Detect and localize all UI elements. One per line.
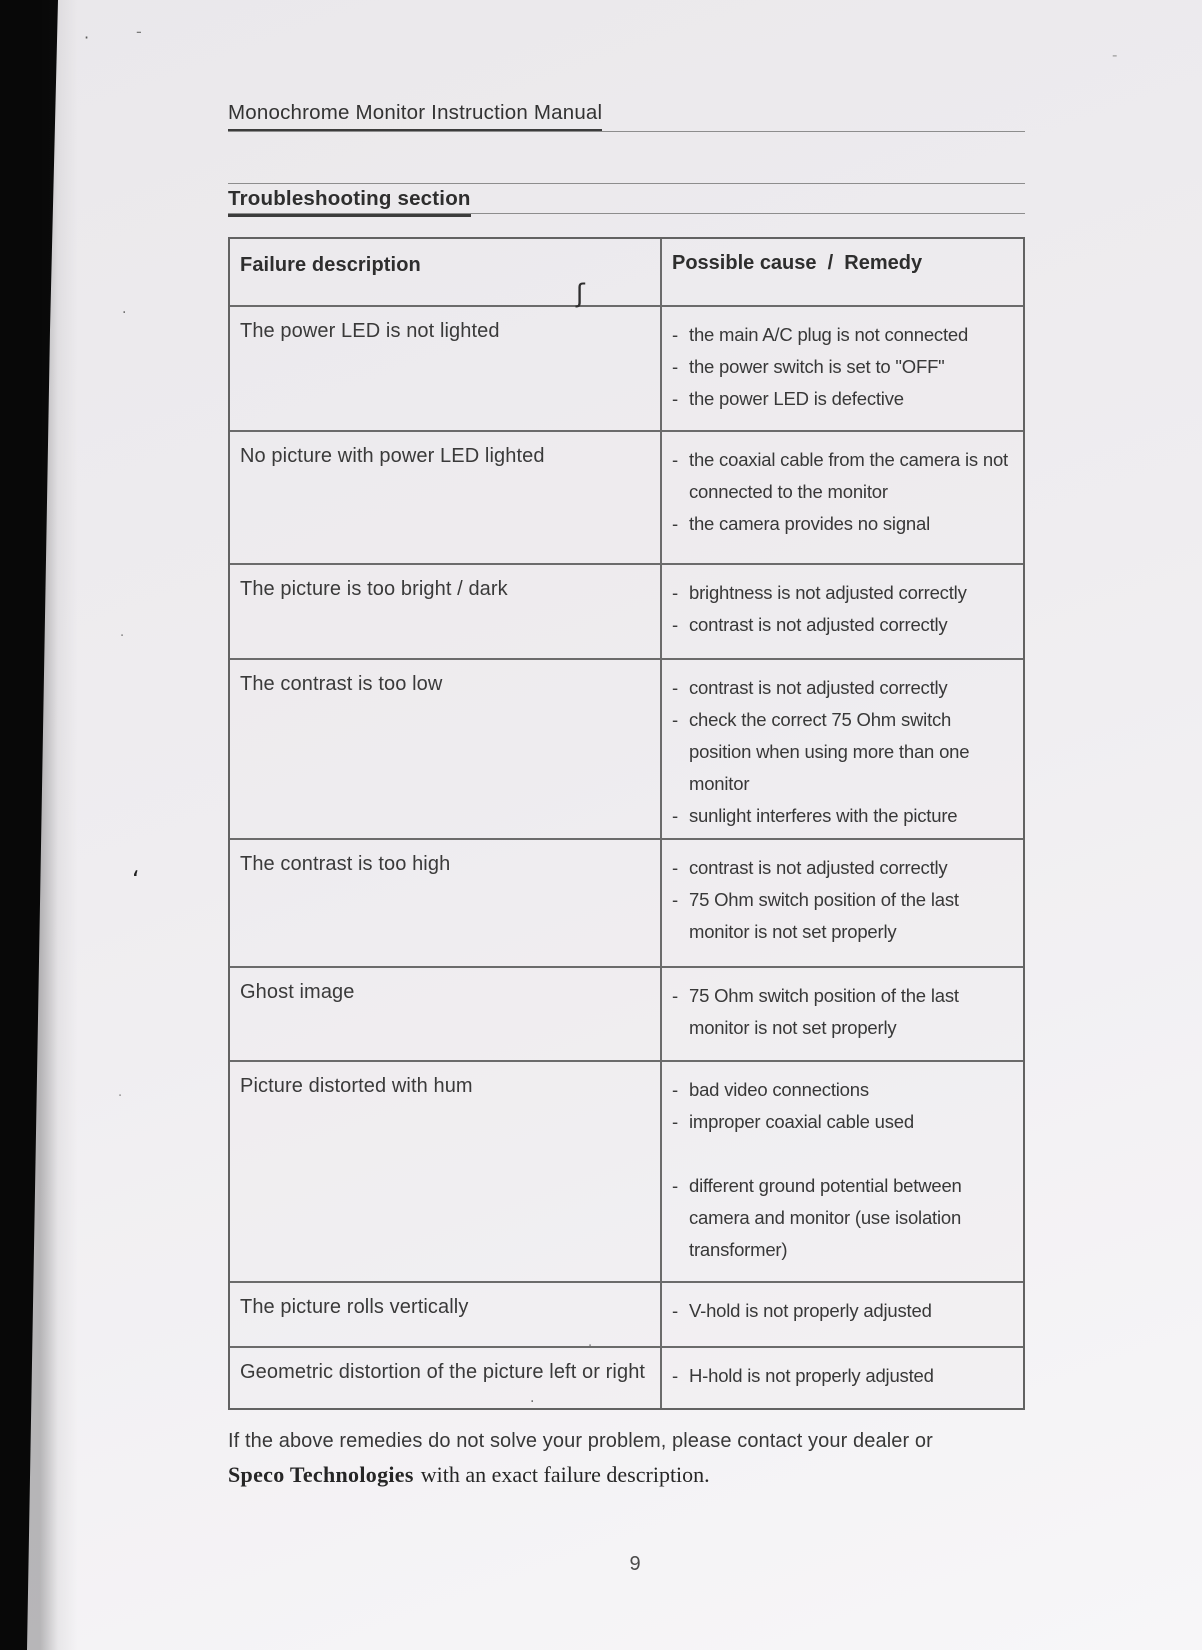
remedy-text: 75 Ohm switch position of the last monitor is not set properly xyxy=(689,985,959,1038)
bullet-dash: - xyxy=(672,449,679,470)
remedy-item xyxy=(672,1106,1017,1138)
troubleshooting-table xyxy=(228,237,1025,1410)
scan-speck: ʻ xyxy=(132,866,140,894)
bullet-dash: - xyxy=(672,1079,679,1100)
remedy-gap xyxy=(672,1138,1017,1170)
table-row xyxy=(230,563,1023,658)
bullet-dash: - xyxy=(672,388,679,409)
scan-speck: · xyxy=(120,629,125,644)
section-title: Troubleshooting section xyxy=(228,187,471,217)
remedy-item xyxy=(672,704,1017,800)
remedy-text: sunlight interferes with the picture xyxy=(689,805,958,826)
table-row xyxy=(230,966,1023,1060)
failure-cell: The power LED is not lighted xyxy=(230,307,662,430)
remedy-item xyxy=(672,383,1017,415)
failure-cell: The contrast is too high xyxy=(230,840,662,966)
remedy-item xyxy=(672,609,1017,641)
remedy-text: improper coaxial cable used xyxy=(689,1111,914,1132)
bullet-dash: - xyxy=(672,985,679,1006)
remedy-item xyxy=(672,980,1017,1044)
remedy-cell xyxy=(662,432,1023,563)
column-header-failure: Failure description xyxy=(230,239,662,305)
table-row xyxy=(230,838,1023,966)
scan-edge-band xyxy=(0,0,60,1650)
remedy-text: the power switch is set to "OFF" xyxy=(689,356,945,377)
remedy-cell xyxy=(662,1283,1023,1346)
remedy-text: the camera provides no signal xyxy=(689,513,931,534)
table-row xyxy=(230,658,1023,838)
failure-cell: No picture with power LED lighted xyxy=(230,432,662,563)
failure-cell: The picture is too bright / dark xyxy=(230,565,662,658)
remedy-item xyxy=(672,1295,1017,1327)
remedy-cell xyxy=(662,565,1023,658)
remedy-text: brightness is not adjusted correctly xyxy=(689,582,967,603)
table-row xyxy=(230,430,1023,563)
table-header-row xyxy=(230,239,1023,309)
remedy-text: 75 Ohm switch position of the last monitor is not set properly xyxy=(689,889,959,942)
remedy-cell xyxy=(662,307,1023,430)
remedy-text: check the correct 75 Ohm switch position when using more than one monitor xyxy=(689,709,970,794)
footer-brand-line xyxy=(228,1462,1028,1488)
remedy-text: contrast is not adjusted correctly xyxy=(689,857,948,878)
remedy-item xyxy=(672,852,1017,884)
remedy-text: the coaxial cable from the camera is not connected to the monitor xyxy=(689,449,1008,502)
remedy-text: the main A/C plug is not connected xyxy=(689,324,969,345)
bullet-dash: - xyxy=(672,1175,679,1196)
remedy-text: H-hold is not properly adjusted xyxy=(689,1365,934,1386)
remedy-cell xyxy=(662,1062,1023,1281)
table-row xyxy=(230,305,1023,430)
scan-speck: - xyxy=(136,22,142,41)
scan-speck: - xyxy=(1112,46,1118,64)
bullet-dash: - xyxy=(672,857,679,878)
table-row xyxy=(230,1060,1023,1281)
header-rule xyxy=(228,131,1025,132)
bullet-dash: - xyxy=(672,889,679,910)
table-body xyxy=(230,305,1023,1408)
footer-note: If the above remedies do not solve your problem, please contact your dealer or xyxy=(228,1430,933,1452)
remedy-item xyxy=(672,800,1017,832)
section-rule-bottom xyxy=(228,213,1025,214)
remedy-item xyxy=(672,351,1017,383)
bullet-dash: - xyxy=(672,513,679,534)
section-rule-top xyxy=(228,183,1025,184)
table-row xyxy=(230,1346,1023,1408)
remedy-item xyxy=(672,1360,1017,1392)
scan-speck: · xyxy=(588,1339,593,1354)
failure-cell: Picture distorted with hum xyxy=(230,1062,662,1281)
remedy-text: V-hold is not properly adjusted xyxy=(689,1300,932,1321)
bullet-dash: - xyxy=(672,582,679,603)
remedy-text: the power LED is defective xyxy=(689,388,904,409)
failure-cell: Ghost image xyxy=(230,968,662,1060)
bullet-dash: - xyxy=(672,677,679,698)
table-row xyxy=(230,1281,1023,1346)
remedy-item xyxy=(672,1170,1017,1266)
remedy-text: contrast is not adjusted correctly xyxy=(689,677,948,698)
remedy-text: different ground potential between camera and monitor (use isolation transformer) xyxy=(689,1175,962,1260)
column-header-cause-remedy: Possible cause / Remedy xyxy=(672,252,923,274)
bullet-dash: - xyxy=(672,805,679,826)
remedy-text: bad video connections xyxy=(689,1079,869,1100)
remedy-cell xyxy=(662,1348,1023,1408)
footer-note-2: with an exact failure description. xyxy=(420,1462,710,1487)
failure-cell: Geometric distortion of the picture left or right xyxy=(230,1348,662,1408)
bullet-dash: - xyxy=(672,324,679,345)
scan-speck: · xyxy=(530,1394,535,1410)
scan-speck: · xyxy=(122,305,127,321)
page-number: 9 xyxy=(629,1553,641,1575)
bullet-dash: - xyxy=(672,614,679,635)
bullet-dash: - xyxy=(672,1300,679,1321)
remedy-item xyxy=(672,577,1017,609)
document-header xyxy=(228,101,1025,132)
remedy-item xyxy=(672,672,1017,704)
remedy-item xyxy=(672,319,1017,351)
failure-cell: The picture rolls vertically xyxy=(230,1283,662,1346)
bullet-dash: - xyxy=(672,1111,679,1132)
brand-name: Speco Technologies xyxy=(228,1462,414,1487)
remedy-text: contrast is not adjusted correctly xyxy=(689,614,948,635)
scan-speck: · xyxy=(118,1089,123,1104)
remedy-item xyxy=(672,508,1017,540)
document-title: Monochrome Monitor Instruction Manual xyxy=(228,101,602,132)
remedy-item xyxy=(672,1074,1017,1106)
scan-speck: ʃ xyxy=(576,279,585,309)
failure-cell: The contrast is too low xyxy=(230,660,662,838)
bullet-dash: - xyxy=(672,709,679,730)
remedy-cell xyxy=(662,968,1023,1060)
remedy-item xyxy=(672,884,1017,948)
scan-speck: · xyxy=(84,28,90,47)
bullet-dash: - xyxy=(672,1365,679,1386)
remedy-cell xyxy=(662,840,1023,966)
remedy-cell xyxy=(662,660,1023,838)
bullet-dash: - xyxy=(672,356,679,377)
remedy-item xyxy=(672,444,1017,508)
